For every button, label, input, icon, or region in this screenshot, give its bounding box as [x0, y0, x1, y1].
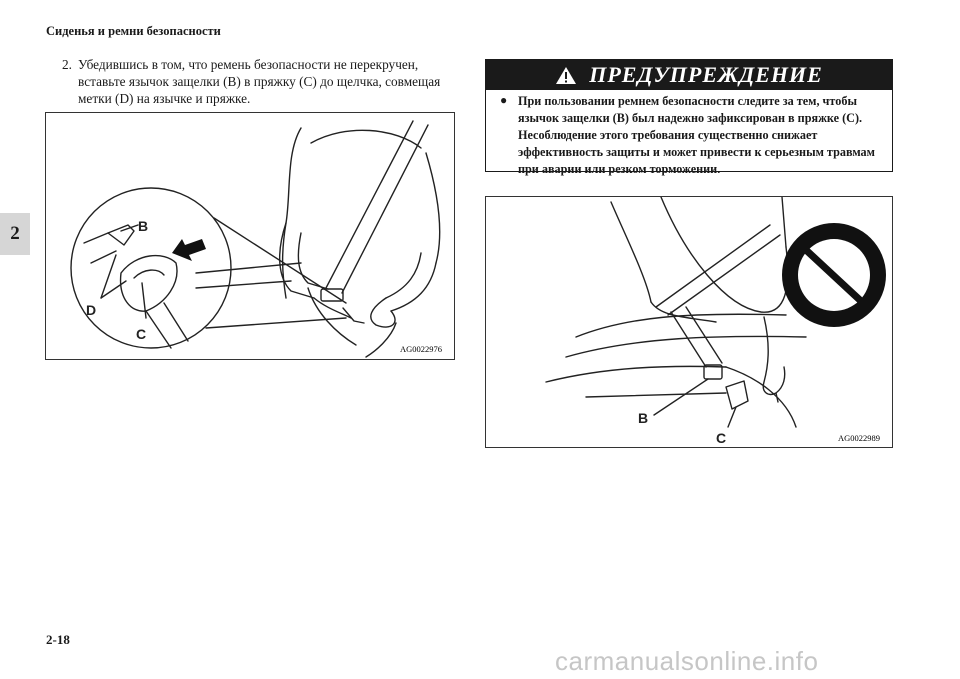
- improper-use-illustration: [486, 197, 892, 447]
- buckle-insertion-illustration: [46, 113, 454, 359]
- figure-improper-use: [485, 196, 893, 448]
- figure1-code: AG0022976: [400, 344, 443, 354]
- page-number: 2-18: [46, 632, 70, 647]
- watermark: carmanualsonline.info: [555, 646, 819, 676]
- warning-triangle-icon: [555, 66, 577, 85]
- figure2-label-b: B: [638, 410, 649, 426]
- warning-text: При пользовании ремнем безопасности следите за тем, чтобы язычок защелки (B) был надежно зафиксирован в пряжке (C). Несоблюдение этого требования существенно снижает эффективность защиты и может привести к серьезным травмам при аварии или резком торможении.: [518, 94, 875, 176]
- figure1-label-d: D: [86, 302, 97, 318]
- warning-box: [485, 59, 893, 176]
- figure-buckle-insertion: [45, 112, 455, 360]
- figure2-label-c: C: [716, 430, 727, 446]
- figure1-label-c: C: [136, 326, 147, 342]
- instruction-step: [62, 56, 462, 107]
- warning-title: ПРЕДУПРЕЖДЕНИЕ: [589, 62, 823, 87]
- warning-body: [486, 90, 892, 178]
- section-title: Сиденья и ремни безопасности: [46, 24, 221, 38]
- figure1-label-b: B: [138, 218, 149, 234]
- figure2-code: AG0022989: [838, 433, 881, 443]
- bullet-icon: ●: [500, 93, 508, 107]
- chapter-tab: 2: [0, 213, 30, 255]
- step-number: 2.: [62, 57, 72, 72]
- warning-header: [486, 60, 892, 90]
- step-text: Убедившись в том, что ремень безопасности не перекручен, вставьте язычок защелки (B) в пряжку (C) до щелчка, совмещая метки (D) на язычке и пряжке.: [78, 57, 441, 106]
